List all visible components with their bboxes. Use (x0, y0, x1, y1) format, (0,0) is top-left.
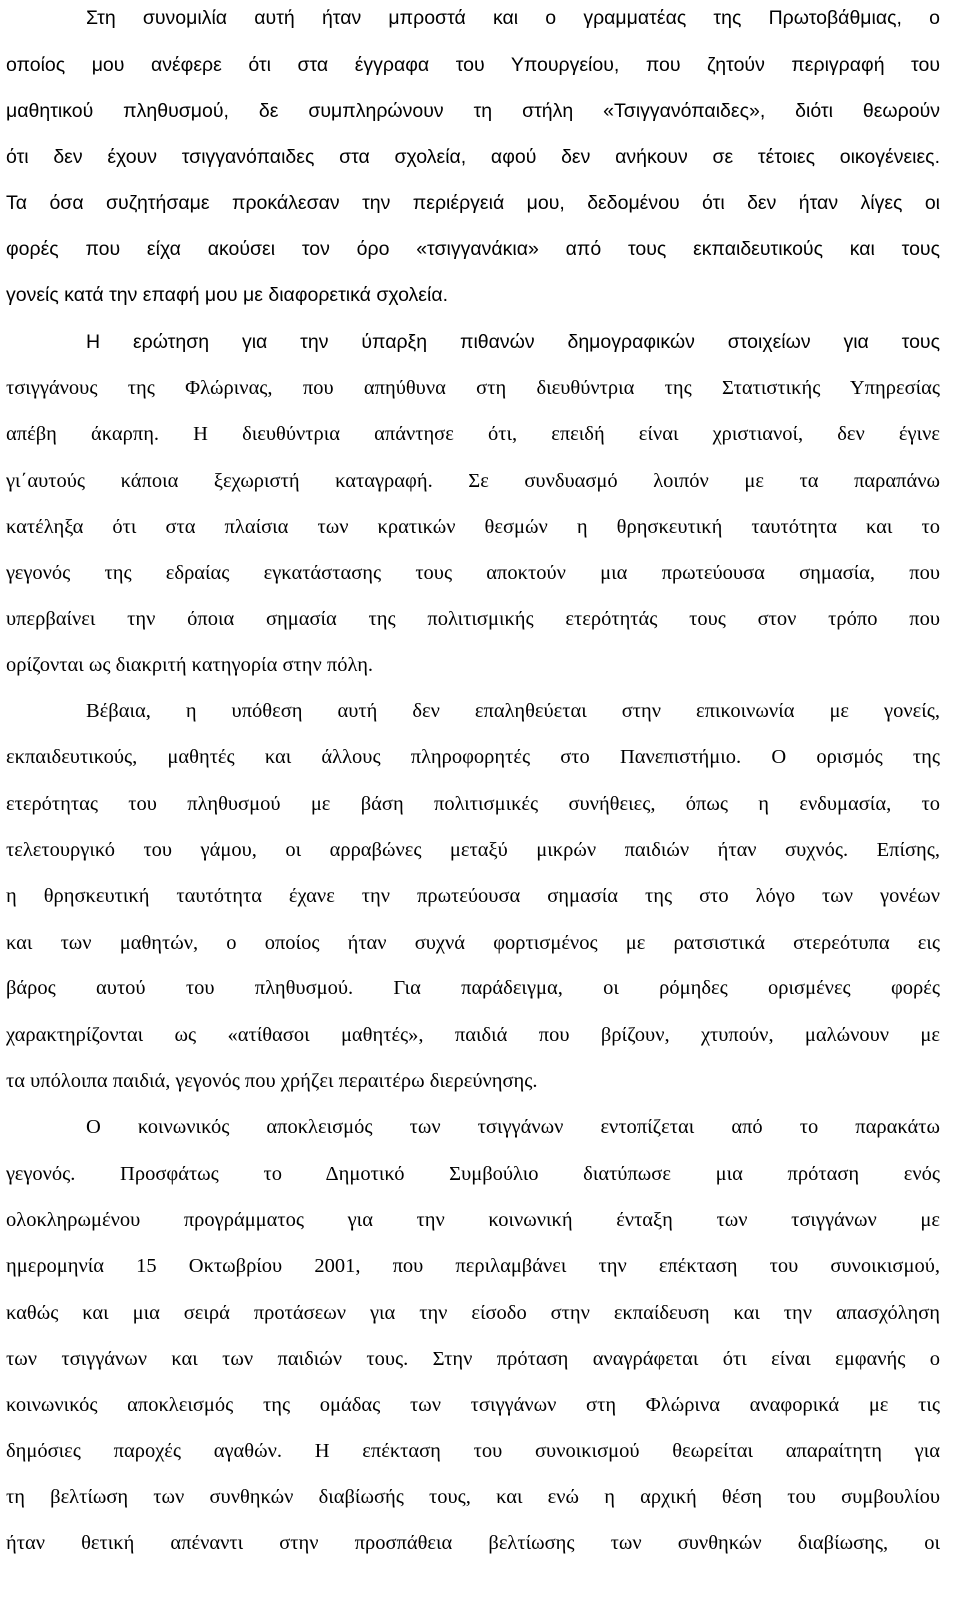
text-line: χαρακτηρίζονται ως «ατίθασοι μαθητές», παιδιά που βρίζουν, χτυπούν, μαλώνουν με (6, 1024, 940, 1046)
text-line: τσιγγάνους της Φλώρινας, που απηύθυνα στη διευθύντρια της Στατιστικής Υπηρεσίας (6, 377, 940, 399)
text-line: οποίος μου ανέφερε ότι στα έγγραφα του Υπουργείου, που ζητούν περιγραφή του (6, 54, 940, 76)
text-line: μαθητικού πληθυσμού, δε συμπληρώνουν τη στήλη «Τσιγγανόπαιδες», διότι θεωρούν (6, 100, 940, 122)
text-line: ετερότητας του πληθυσμού με βάση πολιτισμικές συνήθειες, όπως η ενδυμασία, το (6, 793, 940, 815)
text-line: γι΄αυτούς κάποια ξεχωριστή καταγραφή. Σε συνδυασμό λοιπόν με τα παραπάνω (6, 470, 940, 492)
text-line: ημερομηνία 15 Οκτωβρίου 2001, που περιλαμβάνει την επέκταση του συνοικισμού, (6, 1255, 940, 1277)
text-line: καθώς και μια σειρά προτάσεων για την είσοδο στην εκπαίδευση και την απασχόληση (6, 1302, 940, 1324)
text-line: Βέβαια, η υπόθεση αυτή δεν επαληθεύεται στην επικοινωνία με γονείς, (86, 700, 940, 722)
text-line: τα υπόλοιπα παιδιά, γεγονός που χρήζει περαιτέρω διερεύνησης. (6, 1070, 538, 1092)
text-line: τη βελτίωση των συνθηκών διαβίωσής τους, και ενώ η αρχική θέση του συμβουλίου (6, 1486, 940, 1508)
text-line: βάρος αυτού του πληθυσμού. Για παράδειγμα, οι ρόμηδες ορισμένες φορές (6, 977, 940, 999)
text-line: γονείς κατά την επαφή μου με διαφορετικά σχολεία. (6, 284, 449, 306)
text-line: Τα όσα συζητήσαμε προκάλεσαν την περιέργειά μου, δεδομένου ότι δεν ήταν λίγες οι (6, 192, 940, 214)
text-line: φορές που είχα ακούσει τον όρο «τσιγγανάκια» από τους εκπαιδευτικούς και τους (6, 238, 940, 260)
text-line: Στη συνομιλία αυτή ήταν μπροστά και ο γραμματέας της Πρωτοβάθμιας, ο (86, 7, 940, 29)
text-line: τελετουργικό του γάμου, οι αρραβώνες μεταξύ μικρών παιδιών ήταν συχνός. Επίσης, (6, 839, 940, 861)
text-line: Η ερώτηση για την ύπαρξη πιθανών δημογραφικών στοιχείων για τους (86, 331, 940, 353)
text-line: δημόσιες παροχές αγαθών. Η επέκταση του συνοικισμού θεωρείται απαραίτητη για (6, 1440, 940, 1462)
text-line: κατέληξα ότι στα πλαίσια των κρατικών θεσμών η θρησκευτική ταυτότητα και το (6, 516, 940, 538)
text-line: κοινωνικός αποκλεισμός της ομάδας των τσιγγάνων στη Φλώρινα αναφορικά με τις (6, 1394, 940, 1416)
text-line: ήταν θετική απέναντι στην προσπάθεια βελτίωσης των συνθηκών διαβίωσης, οι (6, 1532, 940, 1554)
text-line: η θρησκευτική ταυτότητα έχανε την πρωτεύουσα σημασία της στο λόγο των γονέων (6, 885, 940, 907)
text-line: υπερβαίνει την όποια σημασία της πολιτισμικής ετερότητάς τους στον τρόπο που (6, 608, 940, 630)
text-line: γεγονός. Προσφάτως το Δημοτικό Συμβούλιο διατύπωσε μια πρόταση ενός (6, 1163, 940, 1185)
text-line: απέβη άκαρπη. Η διευθύντρια απάντησε ότι, επειδή είναι χριστιανοί, δεν έγινε (6, 423, 940, 445)
text-line: Ο κοινωνικός αποκλεισμός των τσιγγάνων εντοπίζεται από το παρακάτω (86, 1116, 940, 1138)
text-line: εκπαιδευτικούς, μαθητές και άλλους πληροφορητές στο Πανεπιστήμιο. Ο ορισμός της (6, 746, 940, 768)
text-line: των τσιγγάνων και των παιδιών τους. Στην πρόταση αναγράφεται ότι είναι εμφανής ο (6, 1348, 940, 1370)
text-line: ορίζονται ως διακριτή κατηγορία στην πόλη. (6, 654, 374, 676)
text-line: ολοκληρωμένου προγράμματος για την κοινωνική ένταξη των τσιγγάνων με (6, 1209, 940, 1231)
text-line: ότι δεν έχουν τσιγγανόπαιδες στα σχολεία, αφού δεν ανήκουν σε τέτοιες οικογένειες. (6, 146, 940, 168)
text-line: γεγονός της εδραίας εγκατάστασης τους αποκτούν μια πρωτεύουσα σημασία, που (6, 562, 940, 584)
text-line: και των μαθητών, ο οποίος ήταν συχνά φορτισμένος με ρατσιστικά στερεότυπα εις (6, 932, 940, 954)
